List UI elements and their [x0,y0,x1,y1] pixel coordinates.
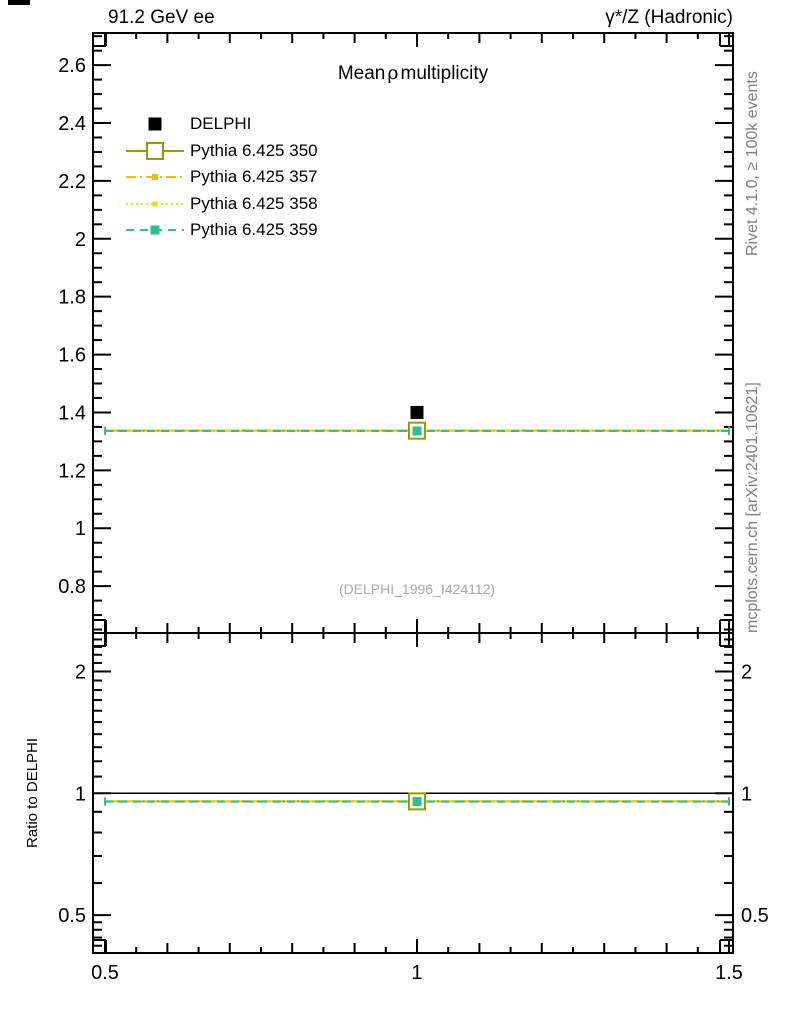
svg-text:1: 1 [411,962,423,984]
analysis-watermark: (DELPHI_1996_I424112) [338,581,496,597]
legend-label: Pythia 6.425 357 [190,167,318,186]
svg-text:1.5: 1.5 [715,962,743,984]
legend-label: Pythia 6.425 350 [190,140,318,160]
pythia-350-line-icon [124,140,186,162]
title-text-2: multiplicity [400,63,489,84]
svg-text:0.5: 0.5 [741,905,769,928]
svg-text:1: 1 [74,518,86,541]
svg-text:1.2: 1.2 [58,460,86,483]
delphi-marker-icon [124,113,186,135]
x-axis-labels [91,962,743,984]
svg-text:1.4: 1.4 [58,402,86,425]
svg-text:1.6: 1.6 [58,344,86,367]
svg-text:2: 2 [741,661,753,684]
ratio-axis-label: Ratio to DELPHI [24,737,41,848]
rivet-version-note: Rivet 4.1.0, ≥ 100k events [744,71,761,256]
mcplots-citation-note: mcplots.cern.ch [arXiv:2401.10621] [744,382,761,633]
legend-item-pythia-358 [124,193,318,215]
pythia-359-line-icon [124,219,186,241]
rho-symbol: ρ [387,62,399,84]
legend-label: Pythia 6.425 359 [190,220,318,239]
process-label: γ*/Z (Hadronic) [605,7,733,28]
title-text: Mean [337,63,386,84]
svg-text:1: 1 [74,783,86,806]
legend-item-pythia-350 [124,140,318,162]
legend-label: DELPHI [190,114,252,133]
svg-text:2.4: 2.4 [58,113,86,136]
pythia-358-line-icon [124,193,186,215]
mc-series-lines [105,427,729,806]
svg-text:0.5: 0.5 [58,905,86,928]
legend-item-delphi [124,113,251,135]
legend-item-pythia-359 [124,219,318,241]
svg-text:0.8: 0.8 [58,576,86,599]
delphi-data-point [410,406,423,419]
beam-energy-label: 91.2 GeV ee [108,7,215,28]
legend-item-pythia-357 [124,166,318,188]
main-y-axis-labels [58,55,86,598]
pythia-357-line-icon [124,166,186,188]
svg-text:1: 1 [741,783,753,806]
legend-label: Pythia 6.425 358 [190,193,318,213]
svg-text:2: 2 [74,661,86,684]
mc-series-markers [409,423,425,810]
svg-text:1.8: 1.8 [58,286,86,309]
svg-text:0.5: 0.5 [91,962,119,984]
plot-title [213,62,613,85]
svg-text:2.2: 2.2 [58,170,86,193]
svg-text:2: 2 [74,228,86,251]
svg-text:2.6: 2.6 [58,55,86,78]
